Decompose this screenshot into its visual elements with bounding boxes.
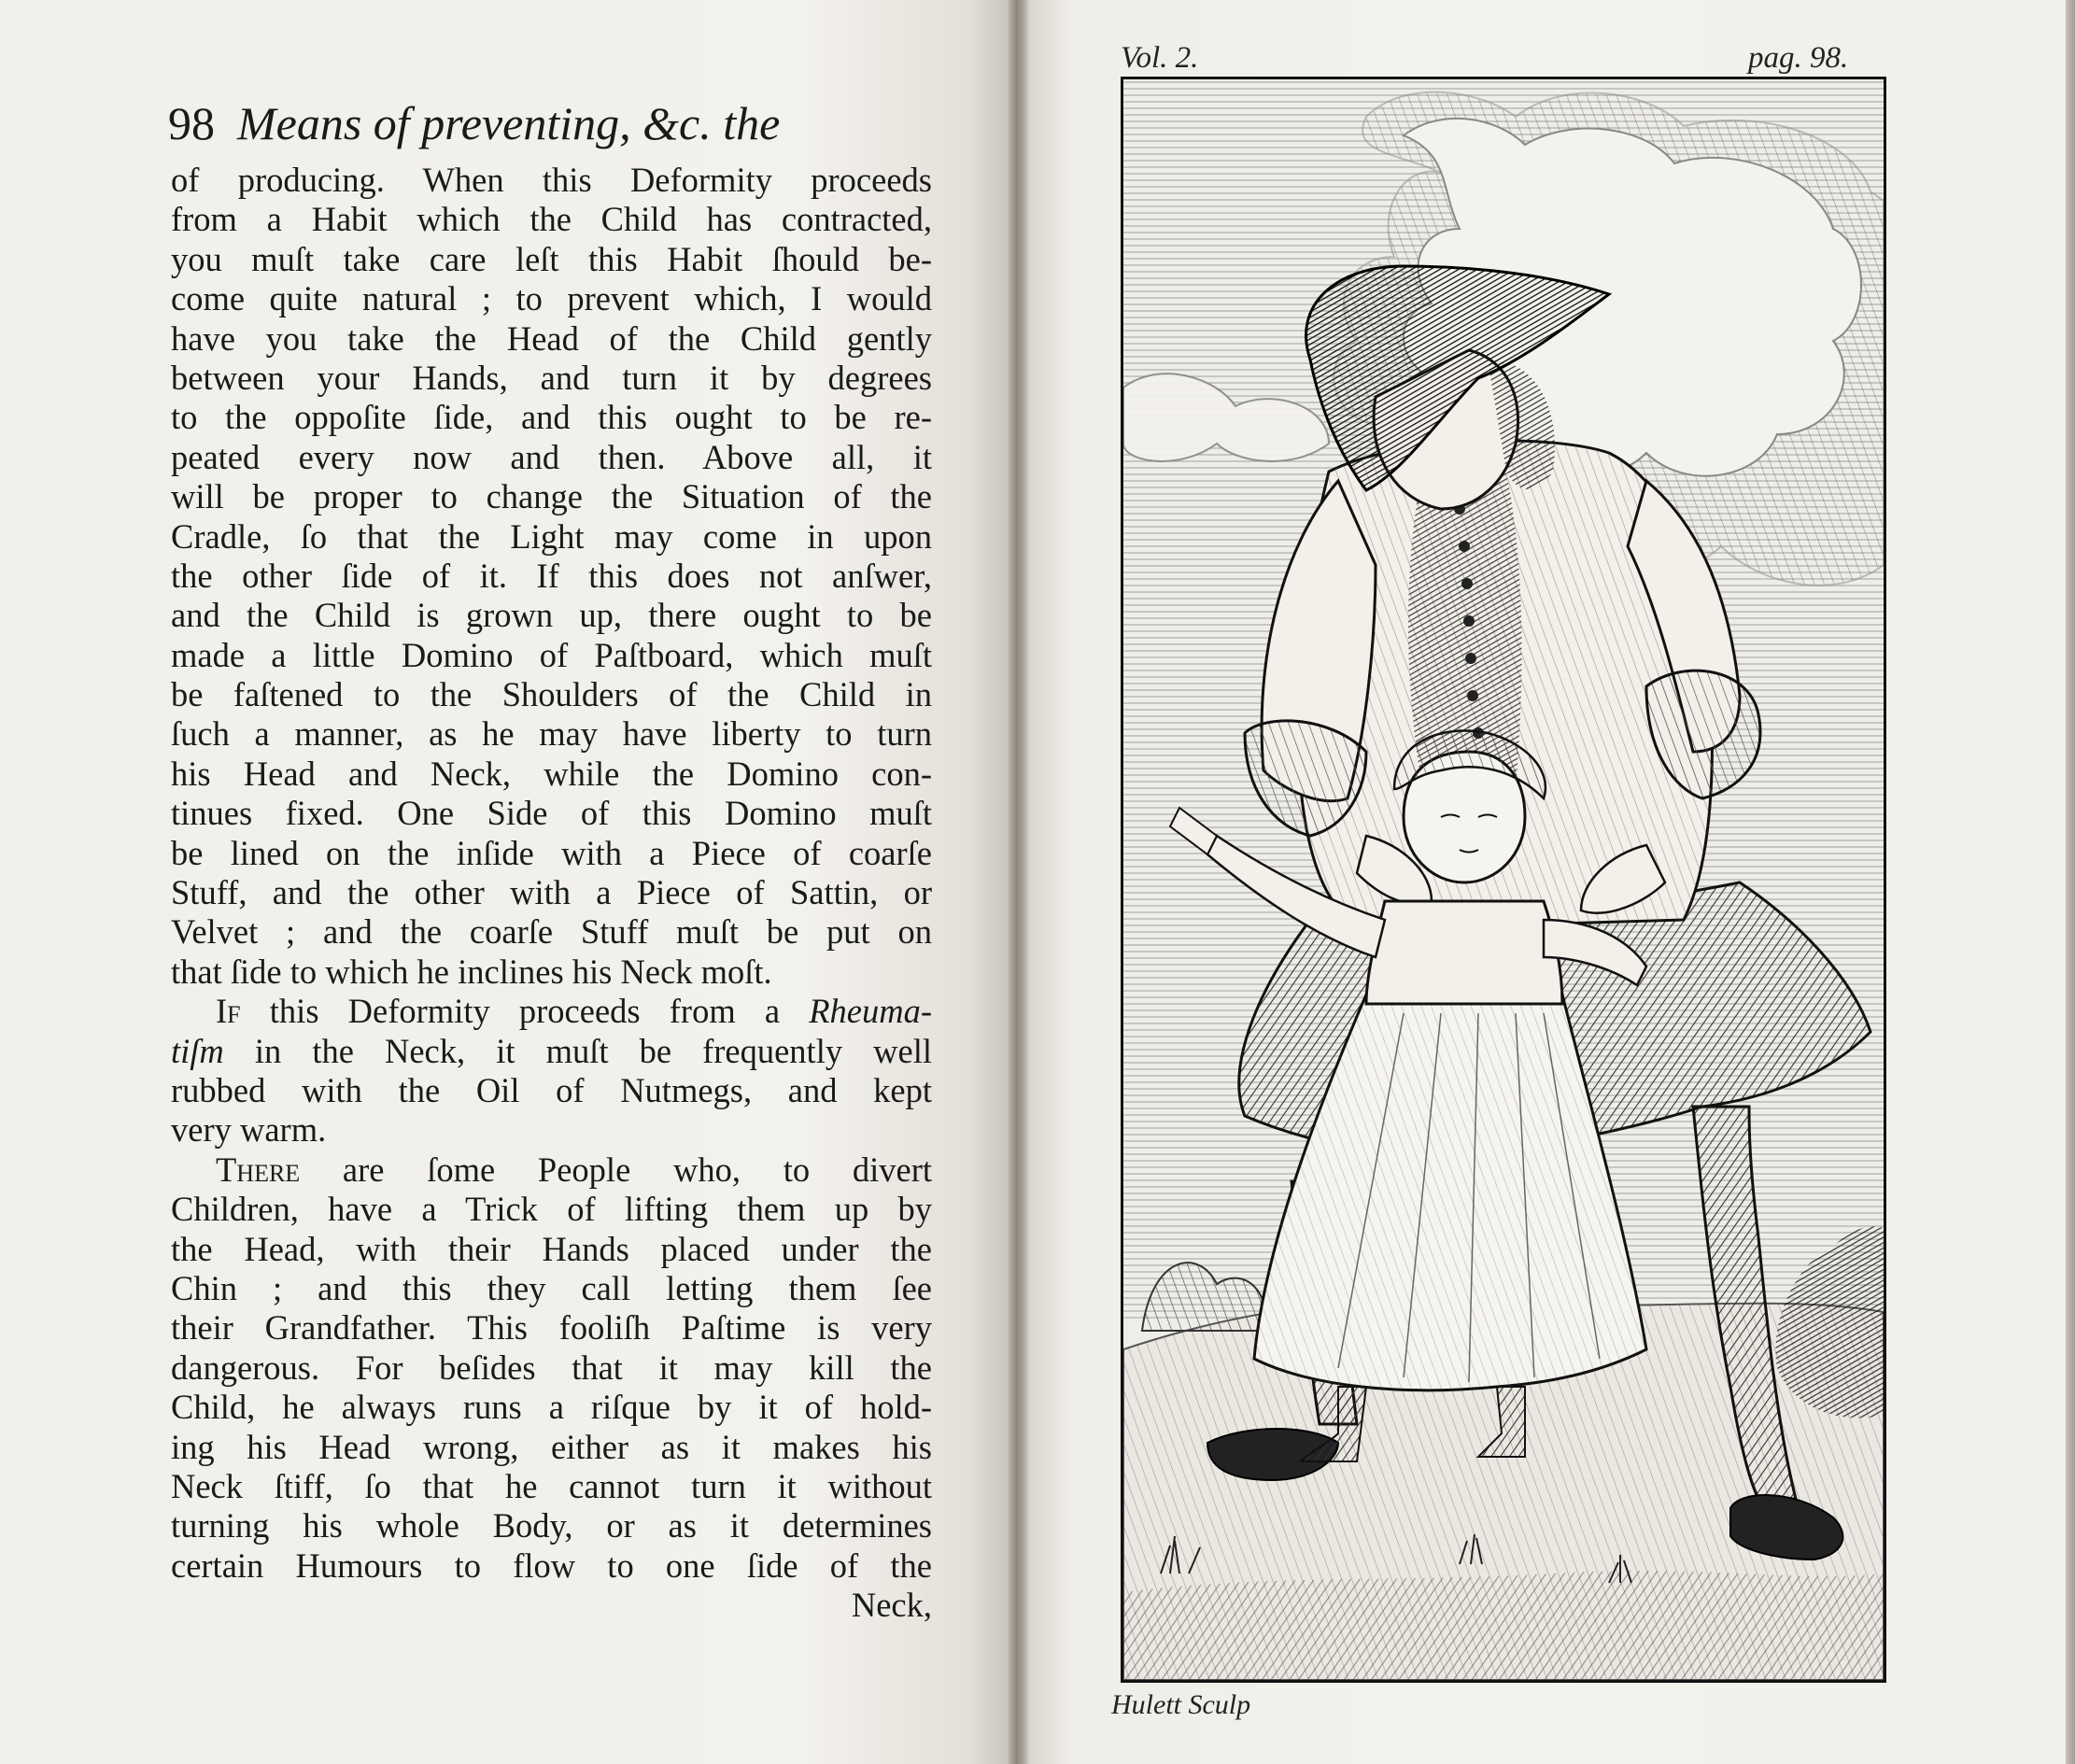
line-text: and the Child is grown up, there ought to be bbox=[171, 596, 932, 635]
line-text: to the oppoſite ſide, and this ought to be re- bbox=[171, 398, 932, 437]
text-line bbox=[171, 319, 932, 359]
text-line bbox=[171, 714, 932, 754]
line-text: peated every now and then. Above all, it bbox=[171, 437, 932, 476]
text-line bbox=[171, 240, 932, 279]
line-text: the other ſide of it. If this does not anſwer, bbox=[171, 556, 932, 595]
line-text: in the Neck, it muſt be frequently well bbox=[223, 1031, 932, 1070]
line-text: rubbed with the Oil of Nutmegs, and kept bbox=[171, 1070, 932, 1109]
page-edge bbox=[2066, 0, 2075, 1764]
line-text: between your Hands, and turn it by degrees bbox=[171, 358, 932, 397]
engraving-illustration bbox=[1123, 79, 1884, 1680]
line-text: turning his whole Body, or as it determines bbox=[171, 1506, 932, 1545]
line-text: be faſtened to the Shoulders of the Child in bbox=[171, 675, 932, 714]
line-text: Neck, bbox=[851, 1586, 932, 1625]
text-line bbox=[171, 279, 932, 318]
running-title: Means of preventing, &c. the bbox=[237, 97, 781, 149]
text-line bbox=[171, 557, 932, 596]
line-text: dangerous. For beſides that it may kill the bbox=[171, 1348, 932, 1387]
engraving-plate bbox=[1121, 77, 1886, 1683]
italic-word: tiſm bbox=[171, 1031, 224, 1070]
text-line bbox=[171, 1467, 932, 1506]
text-line bbox=[171, 992, 932, 1031]
body-text bbox=[171, 161, 932, 1625]
left-page bbox=[0, 0, 1009, 1764]
line-text: come quite natural ; to prevent which, I would bbox=[171, 279, 932, 318]
plate-page-label: pag. 98. bbox=[1748, 41, 1849, 75]
line-text: are ſome People who, to divert bbox=[300, 1150, 932, 1189]
line-text: his Head and Neck, while the Domino con- bbox=[171, 754, 932, 793]
line-text: Chin ; and this they call letting them ſee bbox=[171, 1268, 932, 1307]
line-text: this Deformity proceeds from a bbox=[240, 992, 810, 1031]
text-line bbox=[171, 636, 932, 675]
text-line bbox=[171, 477, 932, 516]
line-text: tinues fixed. One Side of this Domino muſt bbox=[171, 794, 932, 833]
text-line bbox=[171, 1150, 932, 1190]
line-text: the Head, with their Hands placed under the bbox=[171, 1229, 932, 1268]
line-text: from a Habit which the Child has contracted, bbox=[171, 200, 932, 239]
running-head bbox=[168, 86, 953, 161]
text-line bbox=[171, 1230, 932, 1269]
text-line bbox=[171, 161, 932, 200]
line-text: Cradle, ſo that the Light may come in upon bbox=[171, 516, 932, 556]
text-line bbox=[171, 873, 932, 912]
italic-word: Rheuma- bbox=[809, 992, 932, 1031]
line-text: Neck ſtiff, ſo that he cannot turn it without bbox=[171, 1466, 932, 1505]
foreground-shadow bbox=[1123, 1571, 1884, 1680]
line-text: will be proper to change the Situation of the bbox=[171, 477, 932, 516]
line-text: very warm. bbox=[171, 1110, 327, 1150]
line-text: that ſide to which he inclines his Neck moſt. bbox=[171, 952, 772, 991]
line-text: Children, have a Trick of lifting them up by bbox=[171, 1190, 932, 1229]
line-text: ing his Head wrong, either as it makes his bbox=[171, 1427, 932, 1466]
small-caps-word: If bbox=[216, 992, 241, 1031]
text-line bbox=[171, 794, 932, 833]
engraver-signature: Hulett Sculp bbox=[1111, 1689, 1251, 1720]
text-line bbox=[171, 517, 932, 557]
line-text: you muſt take care leſt this Habit ſhould be- bbox=[171, 239, 932, 278]
text-line bbox=[171, 755, 932, 794]
line-text: have you take the Head of the Child gently bbox=[171, 318, 932, 358]
line-text: ſuch a manner, as he may have liberty to turn bbox=[171, 714, 932, 754]
text-line bbox=[171, 200, 932, 239]
text-line bbox=[171, 1546, 932, 1586]
plate-volume-label: Vol. 2. bbox=[1121, 41, 1199, 75]
line-text: Child, he always runs a riſque by it of hold- bbox=[171, 1388, 932, 1427]
line-text: be lined on the inſide with a Piece of coarſe bbox=[171, 833, 932, 872]
page-number: 98 bbox=[168, 97, 215, 149]
line-text: made a little Domino of Paſtboard, which muſt bbox=[171, 635, 932, 674]
book-gutter bbox=[1009, 0, 1029, 1764]
text-line bbox=[171, 1506, 932, 1545]
text-line bbox=[171, 953, 932, 992]
text-line bbox=[171, 1032, 932, 1071]
text-line bbox=[171, 359, 932, 398]
text-line bbox=[171, 1190, 932, 1229]
line-text: Velvet ; and the coarſe Stuff muſt be put on bbox=[171, 912, 932, 952]
text-line bbox=[171, 1388, 932, 1427]
line-text: of producing. When this Deformity proceeds bbox=[171, 161, 932, 199]
line-text: Stuff, and the other with a Piece of Sattin, or bbox=[171, 873, 932, 912]
text-line bbox=[171, 1348, 932, 1388]
text-line bbox=[171, 675, 932, 714]
text-line bbox=[171, 1071, 932, 1110]
text-line bbox=[171, 834, 932, 873]
text-line bbox=[171, 596, 932, 635]
text-line bbox=[171, 1308, 932, 1348]
text-line bbox=[171, 912, 932, 952]
line-text: certain Humours to flow to one ſide of the bbox=[171, 1545, 932, 1585]
text-line bbox=[171, 1110, 932, 1150]
text-line bbox=[171, 1586, 932, 1625]
small-caps-word: There bbox=[216, 1150, 301, 1189]
text-line bbox=[171, 398, 932, 437]
line-text: their Grandfather. This fooliſh Paſtime is very bbox=[171, 1308, 932, 1348]
text-line bbox=[171, 1428, 932, 1467]
text-line bbox=[171, 1269, 932, 1308]
text-line bbox=[171, 438, 932, 477]
